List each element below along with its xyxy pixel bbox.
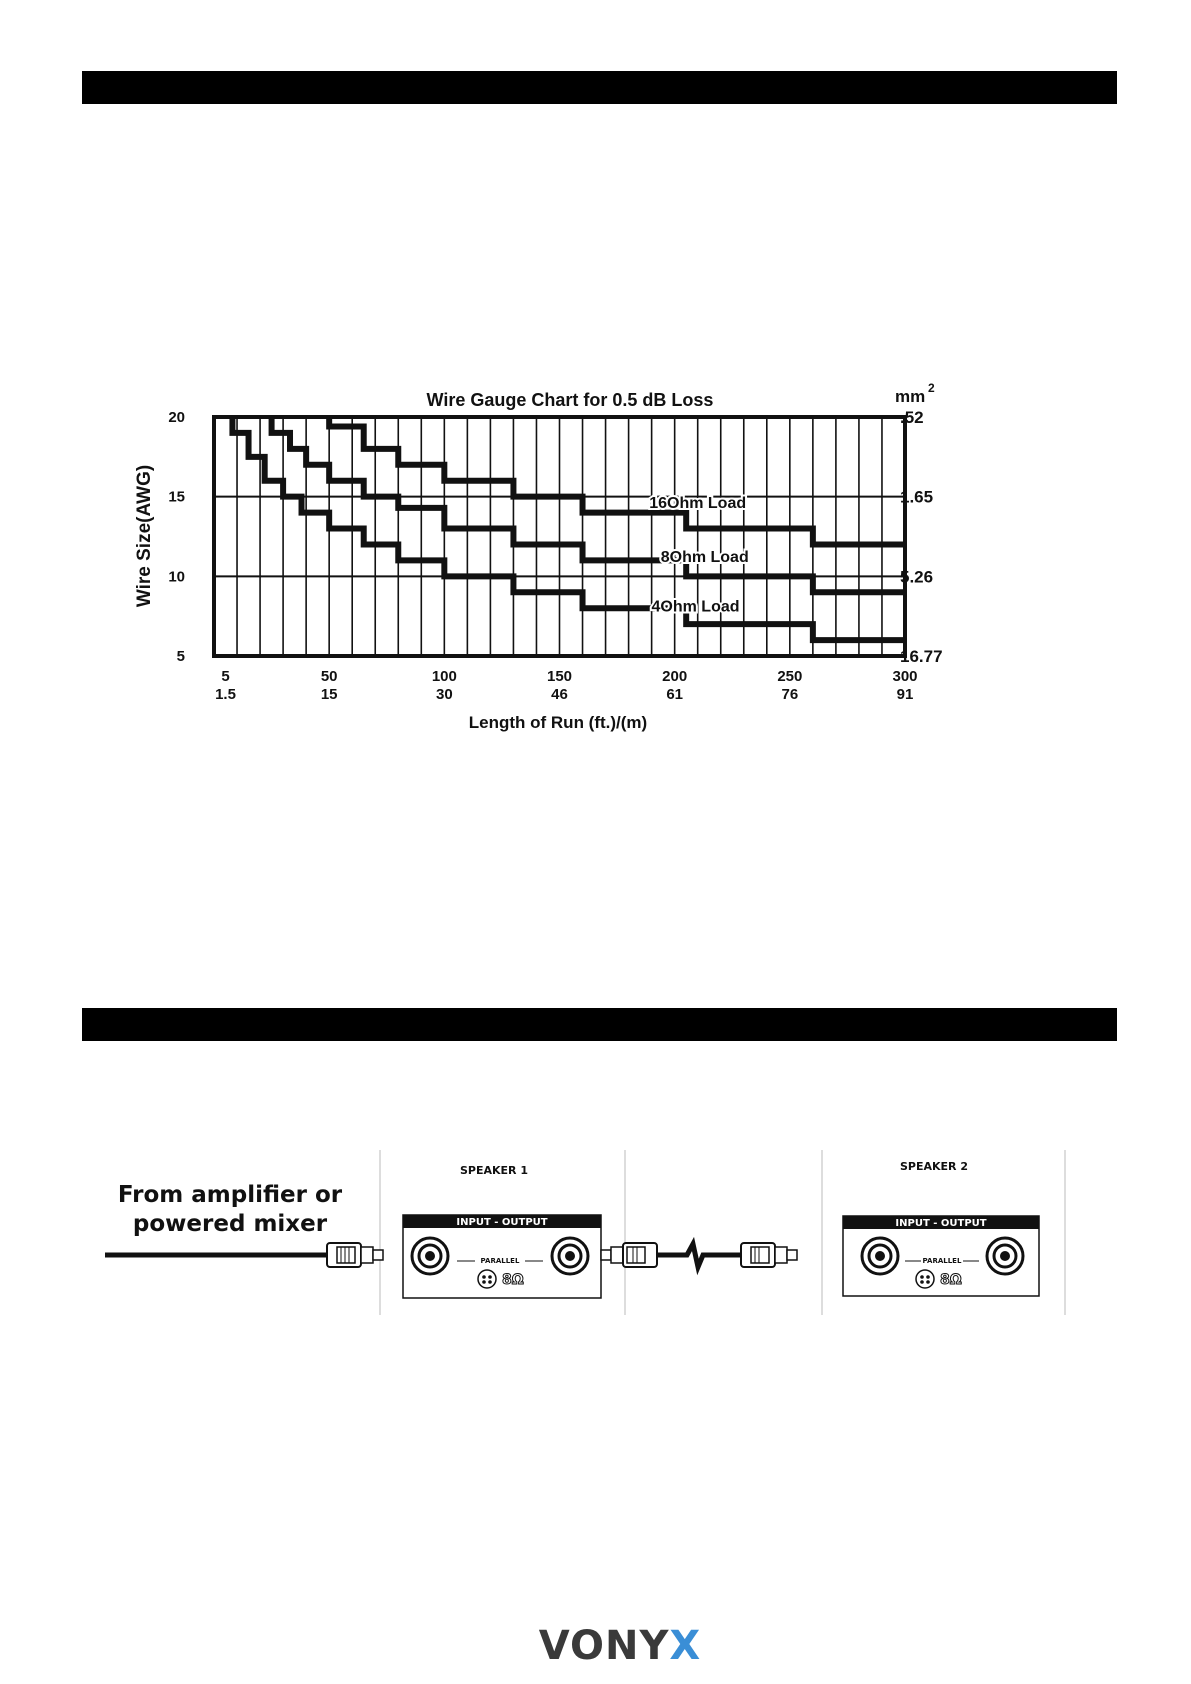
logo-accent: X <box>669 1623 702 1669</box>
impedance-label: 8Ω <box>502 1272 524 1288</box>
section-header-bar-middle <box>82 1008 1117 1041</box>
y-tick-label: 15 <box>168 488 185 506</box>
parallel-label: PARALLEL <box>480 1257 520 1265</box>
wire-gauge-chart <box>120 360 980 740</box>
series-label: 8Ohm Load <box>660 548 749 566</box>
connector-pinout-icon <box>916 1270 934 1288</box>
panel-header-label: INPUT - OUTPUT <box>456 1217 548 1228</box>
parallel-label: PARALLEL <box>922 1257 962 1265</box>
y2-axis-label-superscript: 2 <box>928 381 935 395</box>
x-tick-label-m: 30 <box>435 686 453 703</box>
panel-header-label: INPUT - OUTPUT <box>895 1218 987 1229</box>
section-header-bar-top <box>82 71 1117 104</box>
speakon-socket-icon <box>987 1238 1023 1274</box>
source-label-line1: From amplifier or <box>117 1182 343 1208</box>
x-tick-label-ft: 200 <box>662 668 688 685</box>
x-tick-label-m: 15 <box>320 686 338 703</box>
y2-axis-label: mm <box>895 387 926 406</box>
x-tick-label-ft: 5 <box>221 668 230 685</box>
y2-tick-label: 16.77 <box>900 647 943 666</box>
x-tick-label-ft: 150 <box>546 668 573 685</box>
impedance-label: 8Ω <box>940 1272 962 1288</box>
logo-main: VONY <box>538 1623 670 1669</box>
y-axis-label: Wire Size(AWG) <box>134 464 155 608</box>
x-tick-label-ft: 100 <box>431 668 457 685</box>
x-tick-label-m: 61 <box>666 686 684 703</box>
x-axis-label: Length of Run (ft.)/(m) <box>468 713 648 732</box>
source-label-line2: powered mixer <box>132 1211 328 1237</box>
y2-tick-label: 5.26 <box>900 567 934 587</box>
speakon-socket-icon <box>552 1238 588 1274</box>
speakon-plug-icon <box>601 1243 657 1267</box>
y-tick-label: 20 <box>168 409 185 426</box>
x-tick-label-m: 76 <box>781 686 799 703</box>
chart-title: Wire Gauge Chart for 0.5 dB Loss <box>426 390 714 410</box>
x-tick-label-ft: 300 <box>892 668 918 685</box>
speakon-socket-icon <box>412 1238 448 1274</box>
speaker2-title: SPEAKER 2 <box>900 1160 969 1173</box>
vonyx-logo <box>530 1625 710 1667</box>
speaker1-title: SPEAKER 1 <box>460 1164 529 1177</box>
speaker-connection-diagram <box>95 1150 1075 1325</box>
speakon-socket-icon <box>862 1238 898 1274</box>
speakon-plug-icon <box>327 1243 383 1267</box>
y-tick-label: 5 <box>176 648 185 665</box>
y2-tick-label: 1.65 <box>900 487 934 507</box>
series-label: 4Ohm Load <box>651 598 740 616</box>
series-label: 16Ohm Load <box>649 494 747 512</box>
x-tick-label-ft: 50 <box>320 668 338 685</box>
x-tick-label-m: 46 <box>551 686 568 703</box>
y2-tick-label: .52 <box>900 408 924 427</box>
chart-canvas <box>120 360 980 740</box>
x-tick-label-m: 1.5 <box>215 686 236 703</box>
speakon-plug-icon <box>741 1243 797 1267</box>
link-cable <box>657 1244 741 1267</box>
series-line <box>329 417 905 544</box>
connector-pinout-icon <box>478 1270 496 1288</box>
speaker1-panel <box>403 1215 601 1298</box>
y-tick-label: 10 <box>168 568 185 586</box>
speaker2-panel <box>843 1216 1039 1296</box>
x-tick-label-ft: 250 <box>777 668 803 685</box>
x-tick-label-m: 91 <box>896 686 914 703</box>
